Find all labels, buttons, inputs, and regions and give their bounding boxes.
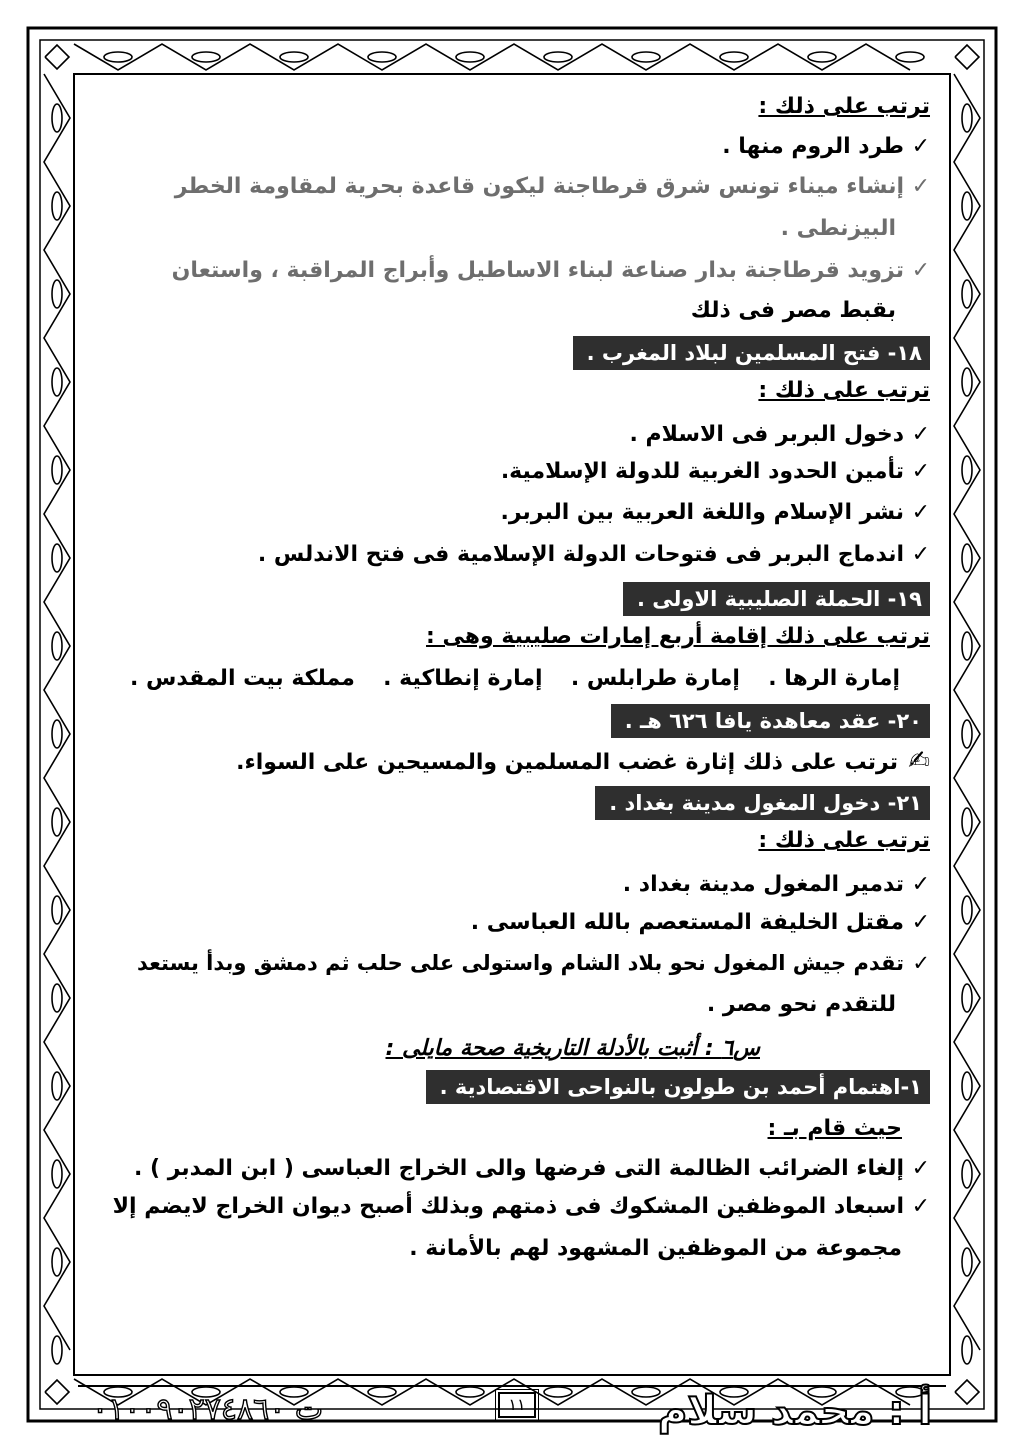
writing-hand-icon: ✍ [908,746,930,776]
list-item-continuation: بقبط مصر فى ذلك [690,298,896,323]
check-icon: ✓ [911,459,930,484]
q6-sub-label: حيث قام بـ : [767,1116,902,1141]
emirate-item: مملكة بيت المقدس . [130,666,355,691]
list-item: ✓مقتل الخليفة المستعصم بالله العباسى . [471,906,930,940]
section-heading-20: ٢٠- عقد معاهدة يافا ٦٢٦ هـ . [611,704,930,738]
list-item: ✓إنشاء ميناء تونس شرق قرطاجنة ليكون قاعدة بحرية لمقاومة الخطر [175,170,930,204]
check-icon: ✓ [911,1156,930,1181]
check-icon: ✓ [911,542,930,567]
sec21-result-label: ترتب على ذلك : [758,828,930,853]
section-heading-19: ١٩- الحملة الصليبية الاولى . [623,582,930,616]
emirates-row [130,662,900,696]
check-icon: ✓ [911,500,930,525]
list-item: ✓تقدم جيش المغول نحو بلاد الشام واستولى على حلب ثم دمشق وبدأ يستعد [137,946,930,980]
author-name: أ : محمد سلام [657,1388,932,1434]
list-item-continuation: للتقدم نحو مصر . [706,992,896,1017]
emirate-item: إمارة الرها . [768,666,900,691]
list-item: ✓اسبعاد الموظفين المشكوك فى ذمتهم وبذلك أصبح ديوان الخراج لايضم إلا [113,1190,930,1224]
list-item: ✓إلغاء الضرائب الظالمة التى فرضها والى الخراج العباسى ( ابن المدبر ) . [134,1152,930,1186]
check-icon: ✓ [911,258,930,283]
check-icon: ✓ [911,134,930,159]
list-item: ✓تزويد قرطاجنة بدار صناعة لبناء الاساطيل وأبراج المراقبة ، واستعان [172,254,930,288]
check-icon: ✓ [912,951,930,975]
check-icon: ✓ [911,910,930,935]
phone-number: ت ٠١٠٠٩٠٢٧٤٨٦٠ [92,1392,324,1427]
check-icon: ✓ [911,174,930,199]
check-icon: ✓ [911,1194,930,1219]
sec18-result-label: ترتب على ذلك : [758,378,930,403]
list-item: ✓نشر الإسلام واللغة العربية بين البربر. [500,496,930,530]
sec19-result-label: ترتب على ذلك إقامة أربع إمارات صليبية وهى : [426,624,930,649]
list-item-continuation: مجموعة من الموظفين المشهود لهم بالأمانة . [409,1236,902,1261]
section-heading-21: ٢١- دخول المغول مدينة بغداد . [595,786,930,820]
q6-heading-1: ١-اهتمام أحمد بن طولون بالنواحى الاقتصادية . [426,1070,930,1104]
list-item: ✓تأمين الحدود الغربية للدولة الإسلامية. [501,455,930,489]
check-icon: ✓ [911,872,930,897]
sec20-text: ✍ترتب على ذلك إثارة غضب المسلمين والمسيحين على السواء. [236,746,930,776]
sec17-result-label: ترتب على ذلك : [758,94,930,119]
section-heading-18: ١٨- فتح المسلمين لبلاد المغرب . [573,336,930,370]
list-item: ✓تدمير المغول مدينة بغداد . [623,868,930,902]
footer-divider [78,1385,946,1387]
emirate-item: إمارة طرابلس . [570,666,740,691]
list-item-continuation: البيزنطى . [780,216,896,241]
list-item: ✓طرد الروم منها . [722,130,930,164]
question-title: س٦ : أثبت بالأدلة التاريخية صحة مايلى : [385,1036,760,1061]
list-item: ✓اندماج البربر فى فتوحات الدولة الإسلامية فى فتح الاندلس . [258,538,930,572]
page-number: ١١ [498,1392,536,1418]
list-item: ✓دخول البربر فى الاسلام . [630,418,930,452]
check-icon: ✓ [911,422,930,447]
emirate-item: إمارة إنطاكية . [383,666,543,691]
